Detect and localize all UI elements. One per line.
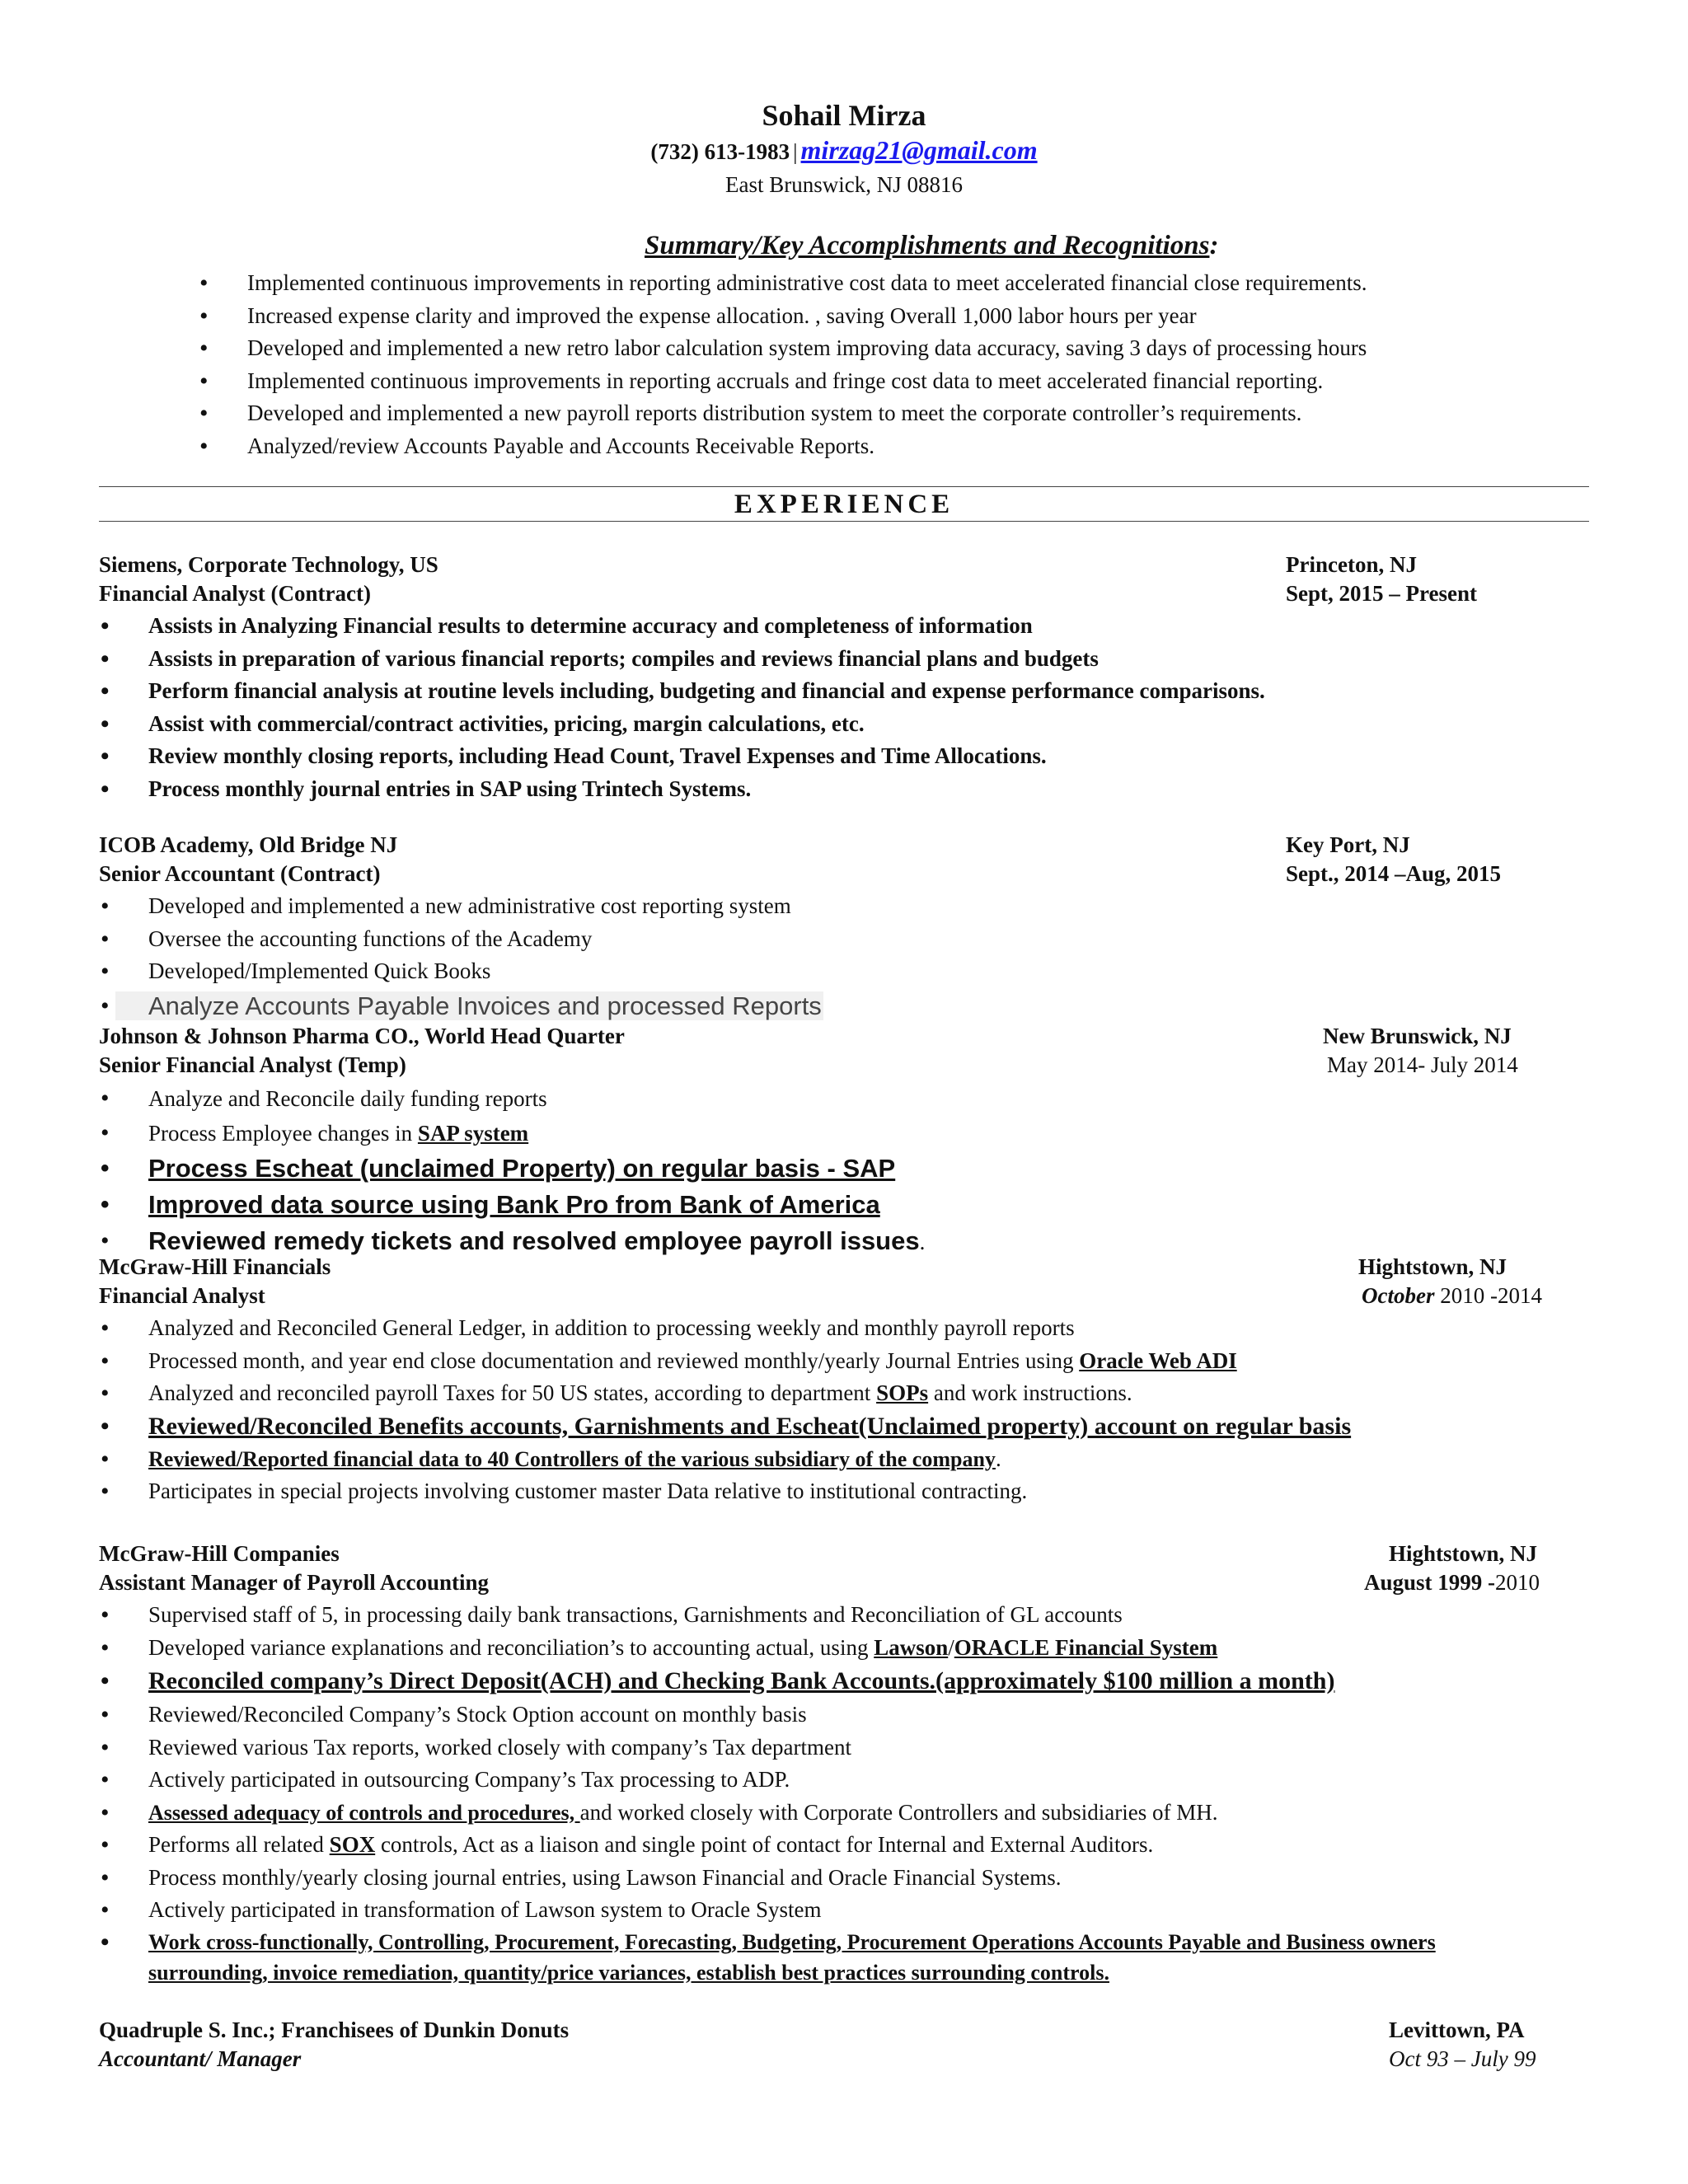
list-item: • Reviewed/Reconciled Benefits accounts, Garnishments and Escheat(Unclaimed property) account on regular basis	[0, 1410, 1500, 1443]
job-title-row	[99, 1282, 1589, 1310]
job-title: Accountant/ Manager	[99, 2046, 302, 2071]
job-duties	[99, 1081, 1589, 1260]
list-item	[0, 1632, 1589, 1665]
list-item: • Developed and implemented a new payroll reports distribution system to meet the corporate controller’s requirements.	[99, 397, 1599, 430]
job-dates: Oct 93 – July 99	[1389, 2046, 1536, 2071]
controls-procedures-link: Assessed adequacy of controls and procedures,	[148, 1800, 580, 1825]
job-title-row	[99, 2045, 1589, 2074]
item-text: Processed month, and year end close documentation and reviewed monthly/yearly Journal Entries using	[148, 1347, 1080, 1373]
job-duties	[99, 890, 1589, 1025]
company-name: ICOB Academy, Old Bridge NJ	[99, 832, 398, 857]
job-dates: Sept, 2015 – Present	[1286, 581, 1477, 606]
job-location: New Brunswick, NJ	[1323, 1024, 1512, 1048]
job-header-row	[99, 831, 1589, 860]
job-duties	[99, 1312, 1589, 1508]
job-mcgraw-hill-financials	[99, 1253, 1589, 1508]
list-item: • Analyzed/review Accounts Payable and Accounts Receivable Reports.	[99, 430, 1599, 463]
item-text: .	[995, 1446, 1001, 1471]
list-item: • Actively participated in outsourcing Company’s Tax processing to ADP.	[0, 1764, 1589, 1797]
job-johnson-johnson	[99, 1022, 1589, 1260]
list-item: • Improved data source using Bank Pro from Bank of America	[0, 1187, 1589, 1223]
date-end: 2010	[1495, 1570, 1540, 1595]
item-text: and worked closely with Corporate Controllers and subsidiaries of MH.	[579, 1799, 1218, 1825]
job-location: Princeton, NJ	[1286, 552, 1417, 577]
item-text: Developed variance explanations and reconciliation’s to accounting actual, using	[148, 1634, 874, 1660]
contact-separator: |	[793, 139, 798, 164]
job-header-row	[99, 1540, 1589, 1568]
job-icob	[99, 831, 1589, 1025]
list-item	[0, 1116, 1589, 1151]
item-text: and work instructions.	[928, 1380, 1132, 1405]
job-title: Assistant Manager of Payroll Accounting	[99, 1570, 490, 1595]
job-location: Hightstown, NJ	[1358, 1254, 1507, 1279]
job-dates: Sept., 2014 –Aug, 2015	[1286, 861, 1502, 886]
list-item: • Participates in special projects involving customer master Data relative to institutional contracting.	[0, 1475, 1589, 1508]
job-quadruple-s	[99, 2016, 1589, 2074]
job-header-row	[99, 2016, 1589, 2045]
divider	[99, 521, 1589, 522]
list-item: • Process monthly/yearly closing journal entries, using Lawson Financial and Oracle Financial Systems.	[0, 1862, 1589, 1895]
list-item: • Supervised staff of 5, in processing daily bank transactions, Garnishments and Reconciliation of GL accounts	[0, 1599, 1589, 1632]
job-location: Hightstown, NJ	[1389, 1541, 1538, 1566]
job-dates	[1364, 1568, 1540, 1597]
list-item: • Implemented continuous improvements in reporting administrative cost data to meet accelerated financial close requirements.	[99, 267, 1599, 300]
job-title-row	[99, 860, 1589, 888]
company-name: McGraw-Hill Companies	[99, 1541, 340, 1566]
list-item: • Assist with commercial/contract activities, pricing, margin calculations, etc.	[0, 708, 1589, 741]
summary-list	[99, 267, 1599, 462]
company-name: Quadruple S. Inc.; Franchisees of Dunkin Donuts	[99, 2018, 570, 2042]
summary-heading-colon: :	[1209, 231, 1219, 260]
experience-heading: EXPERIENCE	[734, 490, 954, 519]
sops-link: SOPs	[876, 1380, 929, 1405]
list-item	[0, 1443, 1589, 1476]
email-link[interactable]: mirzag21@gmail.com	[800, 135, 1038, 165]
list-item: • Reviewed various Tax reports, worked closely with company’s Tax department	[0, 1732, 1589, 1765]
job-mcgraw-hill-companies	[99, 1540, 1589, 1988]
company-name: Siemens, Corporate Technology, US	[99, 552, 438, 577]
list-item: • Developed and implemented a new retro labor calculation system improving data accuracy, saving 3 days of processing hours	[99, 332, 1599, 365]
list-item: • Process Escheat (unclaimed Property) on regular basis - SAP	[0, 1151, 1589, 1187]
job-location: Key Port, NJ	[1286, 832, 1410, 857]
contact-line	[0, 134, 1688, 168]
company-name: Johnson & Johnson Pharma CO., World Head Quarter	[99, 1024, 625, 1048]
list-item	[0, 1377, 1589, 1410]
item-text: Performs all related	[148, 1832, 330, 1857]
job-title: Financial Analyst	[99, 1283, 265, 1308]
summary-heading-text: Summary/Key Accomplishments and Recognitions	[645, 231, 1210, 260]
job-header-row	[99, 1022, 1589, 1051]
job-dates: May 2014- July 2014	[1327, 1052, 1518, 1077]
list-item: • Reconciled company’s Direct Deposit(ACH) and Checking Bank Accounts.(approximately $100 million a month)	[0, 1664, 1589, 1699]
list-item: • Process monthly journal entries in SAP using Trintech Systems.	[0, 773, 1589, 806]
item-text: Reviewed remedy tickets and resolved employee payroll issues	[148, 1226, 920, 1255]
job-title: Financial Analyst (Contract)	[99, 581, 371, 606]
item-text: .	[919, 1230, 926, 1254]
sox-link: SOX	[329, 1832, 376, 1857]
highlighted-text: Analyze Accounts Payable Invoices and processed Reports	[115, 991, 823, 1020]
job-header-row	[99, 551, 1589, 579]
date-month: October	[1362, 1283, 1435, 1308]
resume-header	[0, 97, 1688, 201]
list-item	[0, 1345, 1589, 1378]
job-header-row	[99, 1253, 1589, 1282]
list-item: • Assists in Analyzing Financial results to determine accuracy and completeness of information	[0, 610, 1589, 643]
list-item: • Analyze and Reconcile daily funding reports	[0, 1081, 1589, 1116]
company-name: McGraw-Hill Financials	[99, 1254, 331, 1279]
candidate-name: Sohail Mirza	[762, 99, 926, 132]
oracle-financial-link: ORACLE Financial System	[954, 1634, 1218, 1660]
list-item	[0, 988, 1589, 1025]
job-title-row	[99, 579, 1589, 608]
lawson-link: Lawson	[874, 1634, 949, 1660]
list-item: • Reviewed/Reconciled Company’s Stock Option account on monthly basis	[0, 1699, 1589, 1732]
item-text: /	[948, 1634, 954, 1660]
job-dates	[1362, 1282, 1542, 1310]
list-item: • Review monthly closing reports, including Head Count, Travel Expenses and Time Allocations.	[0, 740, 1589, 773]
item-text: Reviewed/Reported financial data to 40 Controllers of the various subsidiary of the company	[148, 1446, 996, 1471]
address: East Brunswick, NJ 08816	[725, 172, 963, 197]
list-item	[0, 1797, 1589, 1830]
list-item: • Developed and implemented a new administrative cost reporting system	[0, 890, 1589, 923]
item-text: Process Employee changes in	[148, 1121, 418, 1146]
job-title-row	[99, 1051, 1589, 1080]
job-siemens	[99, 551, 1589, 805]
list-item: • Actively participated in transformation of Lawson system to Oracle System	[0, 1894, 1589, 1927]
job-title-row	[99, 1568, 1589, 1597]
job-title: Senior Accountant (Contract)	[99, 861, 381, 886]
list-item: • Assists in preparation of various financial reports; compiles and reviews financial plans and budgets	[0, 643, 1589, 676]
list-item: • Perform financial analysis at routine levels including, budgeting and financial and expense performance comparisons.	[0, 675, 1589, 708]
list-item: • Work cross-functionally, Controlling, Procurement, Forecasting, Budgeting, Procurement Operations Accounts Payable and Business owners surrounding, invoice remediation, quantity/price variances, establish best practices surrounding controls.	[0, 1927, 1500, 1988]
list-item	[0, 1829, 1589, 1862]
date-years: 2010 -2014	[1434, 1283, 1542, 1308]
job-location: Levittown, PA	[1389, 2018, 1525, 2042]
summary-heading	[645, 231, 1218, 261]
job-duties	[99, 610, 1589, 805]
oracle-web-adi-link: Oracle Web ADI	[1079, 1347, 1237, 1373]
list-item: • Analyzed and Reconciled General Ledger, in addition to processing weekly and monthly payroll reports	[0, 1312, 1589, 1345]
item-text: controls, Act as a liaison and single point of contact for Internal and External Auditors.	[375, 1832, 1154, 1857]
job-title: Senior Financial Analyst (Temp)	[99, 1052, 406, 1077]
date-start: August 1999 -	[1364, 1570, 1496, 1595]
divider	[99, 486, 1589, 487]
phone-number: (732) 613-1983	[650, 139, 790, 164]
sap-system-link: SAP system	[417, 1121, 529, 1146]
list-item: • Increased expense clarity and improved the expense allocation. , saving Overall 1,000 labor hours per year	[99, 300, 1599, 333]
item-text: Analyzed and reconciled payroll Taxes for 50 US states, according to department	[148, 1380, 877, 1405]
list-item: • Oversee the accounting functions of the Academy	[0, 923, 1589, 956]
list-item: • Developed/Implemented Quick Books	[0, 955, 1589, 988]
job-duties	[99, 1599, 1589, 1988]
list-item: • Implemented continuous improvements in reporting accruals and fringe cost data to meet accelerated financial reporting.	[99, 365, 1599, 398]
